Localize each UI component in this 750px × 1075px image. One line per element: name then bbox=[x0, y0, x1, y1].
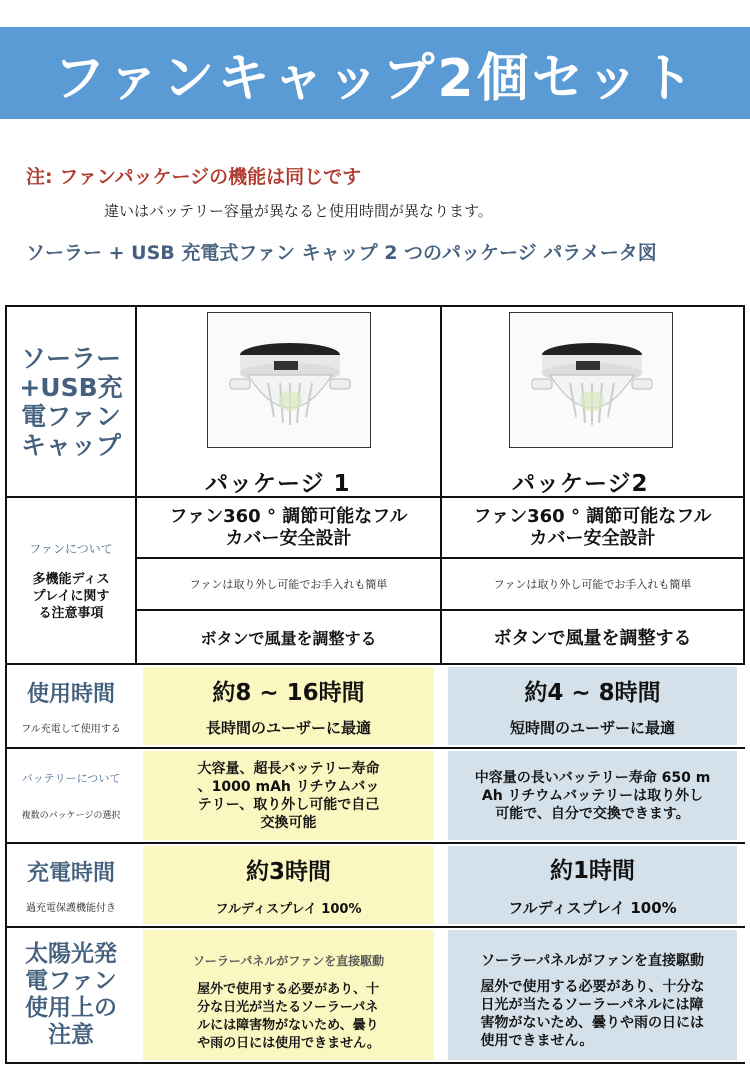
package1-removable-cell bbox=[135, 557, 442, 611]
parameter-table bbox=[5, 305, 745, 1064]
note-text: 注: ファンパッケージの機能は同じです bbox=[26, 166, 362, 188]
corner-label: ソーラー +USB充 電ファン キャップ bbox=[19, 343, 123, 460]
package2-charge-cell bbox=[440, 842, 745, 928]
package2-removable-cell bbox=[440, 557, 745, 611]
solar-head-cell bbox=[5, 926, 137, 1064]
note-subtext: 違いはバッテリー容量が異なると使用時間が異なります。 bbox=[104, 202, 493, 220]
title-banner bbox=[0, 27, 750, 119]
package2-usage-desc: 短時間のユーザーに最適 bbox=[509, 719, 675, 737]
usage-label: 使用時間 bbox=[26, 682, 115, 707]
features-head-cell bbox=[5, 496, 137, 665]
package2-battery-desc: 中容量の長いバッテリー寿命 650 m Ah リチウムバッテリーは取り外し 可能で、自分で交換できます。 bbox=[474, 769, 711, 822]
package1-charge-desc: フルディスプレイ 100% bbox=[215, 902, 362, 917]
usage-head-cell bbox=[5, 663, 137, 749]
package1-solar-direct: ソーラーパネルがファンを直接駆動 bbox=[192, 954, 385, 968]
display-notes-label: 多機能ディス プレイに関す る注意事項 bbox=[32, 571, 110, 621]
package2-design-cell bbox=[440, 496, 745, 559]
charge-sublabel: 過充電保護機能付き bbox=[26, 903, 116, 914]
package2-charge-time: 約1時間 bbox=[549, 858, 635, 884]
battery-sublabel: 複数のパッケージの選択 bbox=[21, 811, 121, 821]
solar-label: 太陽光発 電ファン 使用上の 注意 bbox=[25, 941, 117, 1048]
package2-battery-cell bbox=[440, 747, 745, 844]
package1-usage-time: 約8 ~ 16時間 bbox=[212, 680, 365, 706]
package1-title: パッケージ 1 bbox=[205, 471, 351, 497]
package1-design-cell bbox=[135, 496, 442, 559]
fan-about-label: ファンについて bbox=[29, 541, 113, 556]
package2-solar-notes: 屋外で使用する必要があり、十分な 日光が当たるソーラーパネルには障 害物がないため、曇りや雨の日には 使用できません。 bbox=[480, 979, 705, 1049]
package2-solar-cell bbox=[440, 926, 745, 1064]
fan-cap-icon bbox=[510, 313, 672, 447]
package2-title: パッケージ2 bbox=[512, 471, 649, 497]
page-title: ファンキャップ2個セット bbox=[53, 48, 697, 109]
package2-button-cell bbox=[440, 609, 745, 665]
fan-cap-icon bbox=[208, 313, 370, 447]
package2-charge-desc: フルディスプレイ 100% bbox=[508, 899, 677, 917]
corner-label-cell bbox=[5, 305, 137, 498]
package1-button-control: ボタンで風量を調整する bbox=[200, 628, 377, 648]
package2-product-image bbox=[509, 312, 673, 448]
usage-sublabel: フル充電して使用する bbox=[21, 724, 121, 735]
package1-header-cell bbox=[135, 305, 442, 498]
package1-design: ファン360 ° 調節可能なフル カバー安全設計 bbox=[169, 505, 408, 549]
package1-charge-time: 約3時間 bbox=[245, 859, 331, 885]
parameter-subtitle: ソーラー + USB 充電式ファン キャップ 2 つのパッケージ パラメータ図 bbox=[26, 242, 657, 264]
battery-label: バッテリーについて bbox=[21, 772, 121, 785]
package1-battery-cell bbox=[135, 747, 442, 844]
package2-solar-direct: ソーラーパネルがファンを直接駆動 bbox=[480, 953, 705, 969]
package2-usage-time: 約4 ~ 8時間 bbox=[524, 680, 661, 706]
package1-product-image bbox=[207, 312, 371, 448]
charge-head-cell bbox=[5, 842, 137, 928]
package2-usage-cell bbox=[440, 663, 745, 749]
package1-solar-cell bbox=[135, 926, 442, 1064]
package1-solar-notes: 屋外で使用する必要があり、十 分な日光が当たるソーラーパネ ルには障害物がないため、曇り や雨の日には使用できません。 bbox=[197, 982, 380, 1051]
package1-usage-desc: 長時間のユーザーに最適 bbox=[205, 719, 371, 737]
package1-removable: ファンは取り外し可能でお手入れも簡単 bbox=[189, 578, 388, 591]
package1-usage-cell bbox=[135, 663, 442, 749]
package1-battery-desc: 大容量、超長バッテリー寿命 、1000 mAh リチウムバッ テリー、取り外し可能で自己 交換可能 bbox=[197, 760, 380, 831]
package1-button-cell bbox=[135, 609, 442, 665]
charge-label: 充電時間 bbox=[26, 861, 115, 886]
package2-design: ファン360 ° 調節可能なフル カバー安全設計 bbox=[473, 505, 712, 549]
package2-header-cell bbox=[440, 305, 745, 498]
package2-removable: ファンは取り外し可能でお手入れも簡単 bbox=[493, 578, 692, 591]
battery-head-cell bbox=[5, 747, 137, 844]
package2-button-control: ボタンで風量を調整する bbox=[493, 628, 692, 649]
package1-charge-cell bbox=[135, 842, 442, 928]
